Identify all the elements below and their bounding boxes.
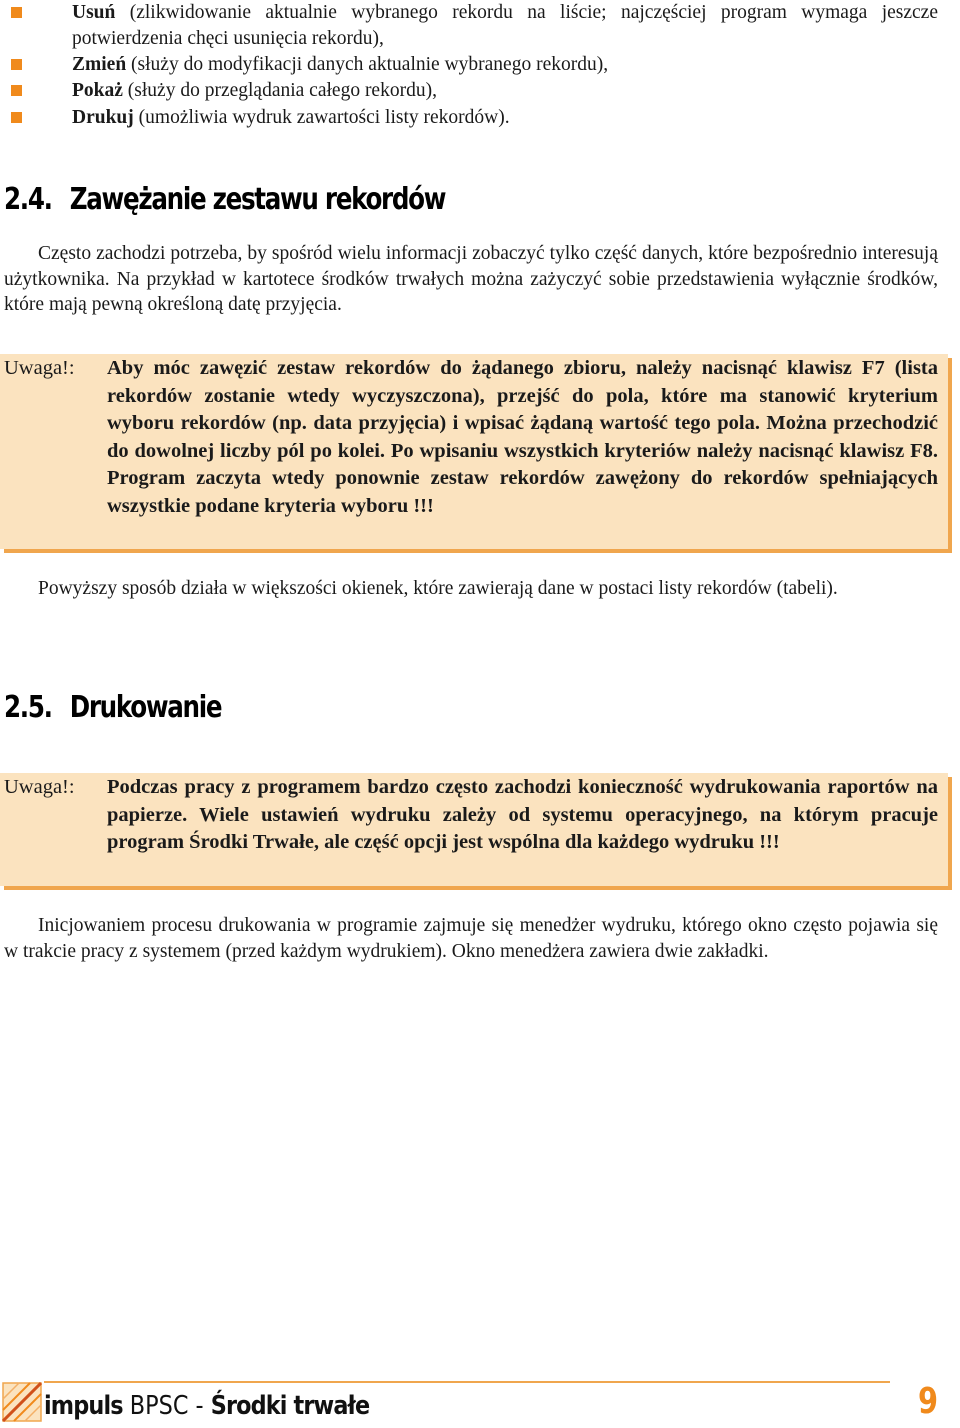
paragraph bbox=[4, 913, 938, 964]
paragraph-text: Często zachodzi potrzeba, by spośród wielu informacji zobaczyć tylko część danych, które bezpośrednio interesują użytkownika. Na przykład w kartotece środków trwałych można zażyczyć sobie przedstawienia wyłącznie środków, które mają pewną określoną datę przyjęcia. bbox=[4, 243, 938, 315]
section-heading bbox=[4, 690, 221, 725]
note-label: Uwaga!: bbox=[4, 776, 75, 798]
note-text: Podczas pracy z programem bardzo często zachodzi konieczność wydrukowania raportów na papierze. Wiele ustawień wydruku zależy od systemu operacyjnego, na którym pracuje program Środki Trwałe, ale część opcji jest wspólna dla każdego wydruku !!! bbox=[107, 776, 938, 854]
bullet-desc: (umożliwia wydruk zawartości listy rekordów). bbox=[133, 107, 510, 128]
section-number: 2.5. bbox=[4, 690, 52, 725]
bullet-term: Pokaż bbox=[72, 80, 123, 101]
list-item bbox=[72, 78, 938, 104]
page-number: 9 bbox=[918, 1381, 939, 1422]
impuls-logo-icon bbox=[2, 1382, 42, 1422]
square-bullet-icon bbox=[11, 85, 22, 96]
list-item bbox=[72, 52, 938, 78]
warning-note bbox=[0, 354, 948, 549]
square-bullet-icon bbox=[11, 7, 22, 18]
section-title: Drukowanie bbox=[69, 690, 222, 725]
bullet-desc: (służy do przeglądania całego rekordu), bbox=[122, 80, 437, 101]
paragraph bbox=[4, 576, 938, 602]
list-item bbox=[72, 0, 938, 52]
bullet-term: Zmień bbox=[72, 54, 127, 75]
square-bullet-icon bbox=[11, 112, 22, 123]
warning-note bbox=[0, 773, 948, 886]
footer-product: Środki trwałe bbox=[210, 1391, 370, 1421]
paragraph-text: Inicjowaniem procesu drukowania w programie zajmuje się menedżer wydruku, którego okno często pojawia się w trakcie pracy z systemem (przed każdym wydrukiem). Okno menedżera zawiera dwie zakładki. bbox=[4, 915, 938, 962]
footer-divider bbox=[44, 1381, 890, 1383]
footer-brand: impuls bbox=[44, 1391, 123, 1421]
section-heading bbox=[4, 182, 445, 217]
bullet-desc: (zlikwidowanie aktualnie wybranego rekordu na liście; najczęściej program wymaga jeszcze potwierdzenia chęci usunięcia rekordu), bbox=[72, 2, 938, 49]
note-text: Aby móc zawęzić zestaw rekordów do żądanego zbioru, należy nacisnąć klawisz F7 (lista rekordów zostanie wtedy wyczyszczona), przejść do pola, które ma stanowić kryterium wyboru rekordów (np. data przyjęcia) i wpisać żądaną wartość tego pola. Można przechodzić do dowolnej liczby pól po kolei. Po wpisaniu wszystkich kryteriów należy nacisnąć klawisz F8. Program zaczyta wtedy ponownie zestaw rekordów zawężony do rekordów spełniających wszystkie podane kryteria wyboru !!! bbox=[107, 357, 938, 517]
bullet-desc: (służy do modyfikacji danych aktualnie wybranego rekordu), bbox=[126, 54, 609, 75]
bullet-term: Drukuj bbox=[72, 107, 134, 128]
footer-company: BPSC - bbox=[122, 1391, 211, 1421]
note-label: Uwaga!: bbox=[4, 357, 75, 379]
list-item bbox=[72, 105, 938, 131]
footer-title bbox=[44, 1390, 369, 1422]
paragraph-text: Powyższy sposób działa w większości okienek, które zawierają dane w postaci listy rekordów (tabeli). bbox=[38, 578, 838, 599]
section-title: Zawężanie zestawu rekordów bbox=[69, 182, 446, 217]
section-number: 2.4. bbox=[4, 182, 52, 217]
square-bullet-icon bbox=[11, 59, 22, 70]
paragraph bbox=[4, 241, 938, 318]
bullet-term: Usuń bbox=[72, 2, 116, 23]
